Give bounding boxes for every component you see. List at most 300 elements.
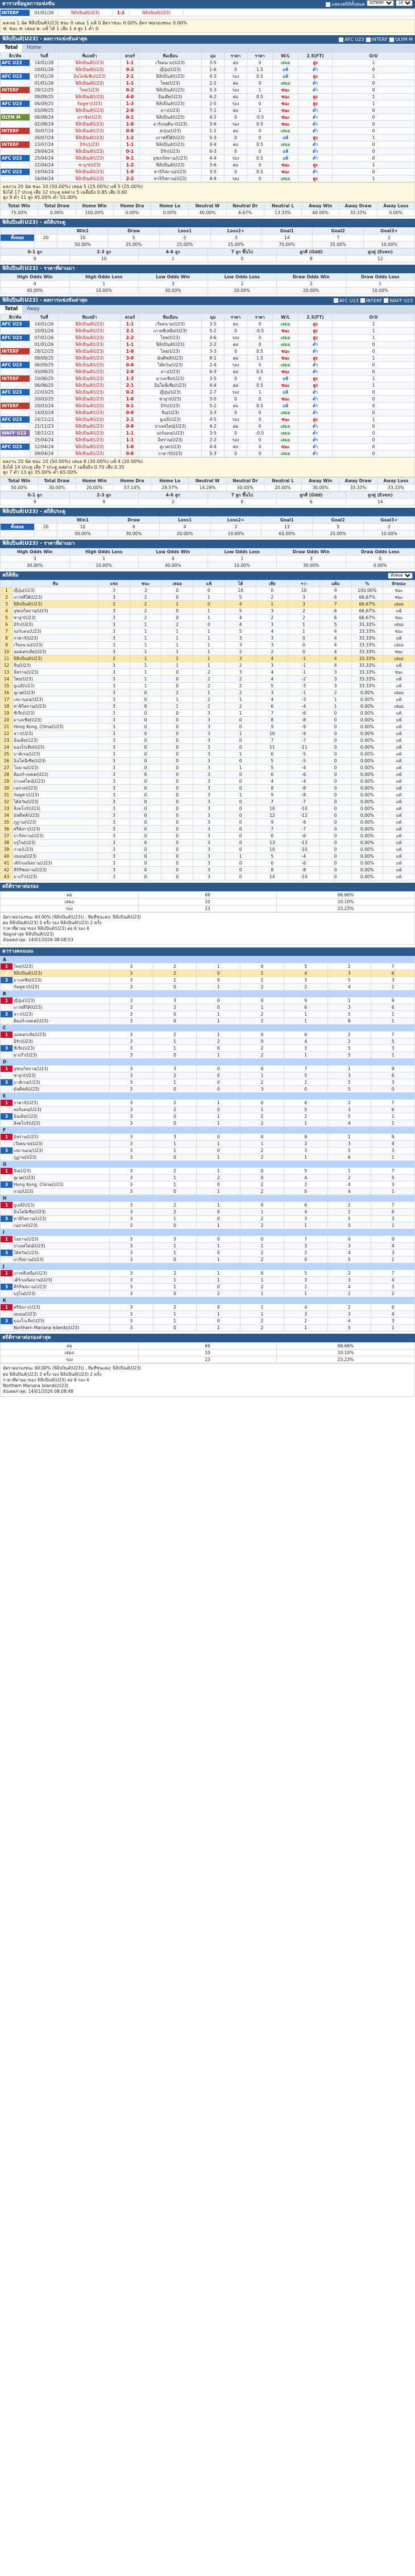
group-row[interactable] bbox=[1, 970, 415, 977]
ranking-row[interactable] bbox=[1, 778, 415, 784]
team-name[interactable]: ไทย(U23) bbox=[13, 963, 110, 970]
ranking-row[interactable] bbox=[1, 859, 415, 866]
team-name[interactable]: คูเวต(U23) bbox=[13, 1175, 110, 1181]
team-name[interactable]: โอมาน(U23) bbox=[13, 764, 98, 771]
away-team[interactable]: อาร์เจนตินา(U23) bbox=[139, 121, 202, 128]
team-name[interactable]: ออสเตรเลีย(U23) bbox=[13, 1032, 110, 1038]
home-team[interactable]: ฟิลิปปินส์(U23) bbox=[59, 94, 121, 101]
tab-home[interactable]: Home bbox=[27, 45, 42, 51]
team-name[interactable]: ยูเออี(U23) bbox=[13, 682, 98, 689]
group-row[interactable] bbox=[1, 1209, 415, 1216]
team-name[interactable]: จีน(U23) bbox=[13, 1168, 110, 1175]
group-row[interactable] bbox=[1, 1291, 415, 1297]
group-row[interactable] bbox=[1, 1004, 415, 1011]
group-row[interactable] bbox=[1, 1256, 415, 1263]
group-row[interactable] bbox=[1, 1032, 415, 1038]
filter-waff[interactable]: WAFF U23 bbox=[384, 297, 413, 305]
team-name[interactable]: บรูไน(U23) bbox=[13, 1291, 110, 1297]
home-team[interactable]: ฟิลิปปินส์(U23) bbox=[59, 327, 121, 334]
home-team[interactable]: ฟิลิปปินส์(U23) bbox=[59, 169, 121, 176]
group-row[interactable] bbox=[1, 1113, 415, 1120]
group-row[interactable] bbox=[1, 1188, 415, 1195]
away-team[interactable]: คูเวต(U23) bbox=[139, 443, 202, 450]
home-team[interactable]: ฟิลิปปินส์(U23) bbox=[59, 66, 121, 73]
filter-interf[interactable]: INTERF bbox=[366, 35, 388, 44]
group-row[interactable] bbox=[1, 1222, 415, 1229]
ranking-row[interactable] bbox=[1, 614, 415, 621]
tab-total[interactable]: Total bbox=[0, 305, 22, 314]
away-team[interactable]: ฟิลิปปินส์(U23) bbox=[139, 114, 202, 121]
league-cell[interactable]: INTERF bbox=[1, 402, 30, 409]
match-row[interactable] bbox=[1, 162, 415, 169]
ranking-row[interactable] bbox=[1, 819, 415, 825]
match-row[interactable] bbox=[1, 334, 415, 341]
team-name[interactable]: อินเดีย(U23) bbox=[13, 737, 98, 744]
ranking-row[interactable] bbox=[1, 805, 415, 812]
league-cell[interactable]: INTERF bbox=[1, 10, 30, 16]
team-name[interactable]: มาเลเซีย(U23) bbox=[13, 977, 110, 984]
league-select[interactable] bbox=[367, 0, 394, 6]
ranking-row[interactable] bbox=[1, 669, 415, 675]
group-row[interactable] bbox=[1, 1147, 415, 1154]
match-row[interactable] bbox=[1, 368, 415, 375]
group-row[interactable] bbox=[1, 1216, 415, 1222]
match-row[interactable] bbox=[1, 148, 415, 155]
team-name[interactable]: กาตาร์(U23) bbox=[13, 634, 98, 641]
away-team[interactable]: ยูเออี(U23) bbox=[139, 416, 202, 423]
team-name[interactable]: อินโดนีเซีย(U23) bbox=[13, 757, 98, 764]
away-team[interactable]: ไทย(U23) bbox=[139, 80, 202, 87]
ranking-row[interactable] bbox=[1, 784, 415, 791]
team-name[interactable]: จอร์แดน(U23) bbox=[13, 628, 98, 634]
group-row[interactable] bbox=[1, 1045, 415, 1052]
match-row[interactable] bbox=[1, 450, 415, 457]
away-team[interactable]: มาเลเซีย(U23) bbox=[139, 375, 202, 382]
league-cell[interactable]: AFC U23 bbox=[1, 155, 30, 162]
match-row[interactable] bbox=[1, 341, 415, 348]
ranking-row[interactable] bbox=[1, 641, 415, 648]
filter-olym[interactable]: OLYM M bbox=[389, 35, 413, 44]
ranking-row[interactable] bbox=[1, 696, 415, 703]
match-row[interactable] bbox=[1, 101, 415, 107]
match-row[interactable] bbox=[1, 94, 415, 101]
ranking-row[interactable] bbox=[1, 648, 415, 655]
ranking-row[interactable] bbox=[1, 791, 415, 798]
away-team[interactable]: อินโดนีเซีย(U23) bbox=[139, 382, 202, 389]
away-team[interactable]: ปาเลสไตน์(U23) bbox=[139, 423, 202, 429]
league-cell[interactable]: AFC U23 bbox=[1, 389, 30, 395]
away-team[interactable]: ฟิลิปปินส์(U23) bbox=[139, 162, 202, 169]
ranking-row[interactable] bbox=[1, 628, 415, 634]
group-row[interactable] bbox=[1, 1236, 415, 1243]
group-row[interactable] bbox=[1, 1311, 415, 1318]
team-name[interactable]: สิงคโปร์(U23) bbox=[13, 1120, 110, 1127]
team-name[interactable]: อิหร่าน(U23) bbox=[13, 669, 98, 675]
ranking-row[interactable] bbox=[1, 587, 415, 594]
league-cell[interactable]: INTERF bbox=[1, 128, 30, 135]
team-name[interactable]: โอมาน(U23) bbox=[13, 1236, 110, 1243]
team-name[interactable]: อิหร่าน(U23) bbox=[13, 1134, 110, 1141]
away-team[interactable]: ฟิลิปปินส์(U23) bbox=[139, 73, 202, 80]
match-row[interactable] bbox=[1, 409, 415, 416]
group-row[interactable] bbox=[1, 1202, 415, 1209]
home-team[interactable]: ฟิลิปปินส์(U23) bbox=[59, 443, 121, 450]
ranking-row[interactable] bbox=[1, 675, 415, 682]
team-name[interactable]: ทาจิกิสถาน(U23) bbox=[13, 703, 98, 709]
ranking-row[interactable] bbox=[1, 832, 415, 839]
team-name[interactable]: ไทย(U23) bbox=[13, 675, 98, 682]
match-row[interactable] bbox=[1, 382, 415, 389]
team-name[interactable]: ฟิลิปปินส์(U23) bbox=[13, 655, 98, 662]
league-cell[interactable]: AFC U23 bbox=[1, 66, 30, 73]
team-name[interactable]: ปาเลสไตน์(U23) bbox=[13, 778, 98, 784]
team-name[interactable]: บาห์เรน(U23) bbox=[13, 1079, 110, 1086]
ranking-row[interactable] bbox=[1, 621, 415, 628]
group-row[interactable] bbox=[1, 1141, 415, 1147]
league-cell[interactable]: AFC U23 bbox=[1, 361, 30, 368]
away-team[interactable]: ฟิลิปปินส์(U23) bbox=[139, 341, 202, 348]
ranking-row[interactable] bbox=[1, 682, 415, 689]
match-row[interactable] bbox=[1, 429, 415, 436]
league-cell[interactable]: INTERF bbox=[1, 80, 30, 87]
match-row[interactable] bbox=[1, 327, 415, 334]
match-row[interactable] bbox=[1, 60, 415, 66]
league-cell[interactable]: AFC U23 bbox=[1, 450, 30, 457]
home-team[interactable]: ฟิลิปปินส์(U23) bbox=[59, 402, 121, 409]
ranking-row[interactable] bbox=[1, 825, 415, 832]
away-team[interactable]: ไต้หวัน(U23) bbox=[139, 361, 202, 368]
away-team[interactable]: ฟิลิปปินส์(U23) bbox=[139, 87, 202, 94]
match-row[interactable] bbox=[1, 66, 415, 73]
team-name[interactable]: ออสเตรเลีย(U23) bbox=[13, 648, 98, 655]
home-team[interactable]: ฟิลิปปินส์(U23) bbox=[59, 148, 121, 155]
team-name[interactable]: อิรัก(U23) bbox=[13, 1038, 110, 1045]
team-name[interactable]: ปากีสถาน(U23) bbox=[13, 1256, 110, 1263]
ranking-row[interactable] bbox=[1, 730, 415, 737]
group-row[interactable] bbox=[1, 1018, 415, 1025]
tab-total[interactable]: Total bbox=[0, 44, 22, 52]
team-name[interactable]: เยเมน(U23) bbox=[13, 1311, 110, 1318]
league-cell[interactable]: WAFF U23 bbox=[1, 429, 30, 436]
match-row[interactable] bbox=[1, 107, 415, 114]
home-team[interactable]: ฟิลิปปินส์(U23) bbox=[59, 409, 121, 416]
match-row[interactable] bbox=[1, 87, 415, 94]
team-name[interactable]: ศรีลังกา(U23) bbox=[13, 825, 98, 832]
away-team[interactable]: ฟิลิปปินส์(U23) bbox=[139, 141, 202, 148]
team-name[interactable]: กัมพูชา(U23) bbox=[13, 791, 98, 798]
ranking-row[interactable] bbox=[1, 689, 415, 696]
ranking-row[interactable] bbox=[1, 846, 415, 853]
group-row[interactable] bbox=[1, 1304, 415, 1311]
group-row[interactable] bbox=[1, 1318, 415, 1325]
league-cell[interactable]: AFC U23 bbox=[1, 320, 30, 327]
team-name[interactable]: คีร์กีซสถาน(U23) bbox=[13, 1284, 110, 1291]
ranking-row[interactable] bbox=[1, 873, 415, 880]
league-cell[interactable]: INTERF bbox=[1, 348, 30, 354]
match-row[interactable] bbox=[1, 423, 415, 429]
team-name[interactable]: มาเก๊า(U23) bbox=[13, 873, 98, 880]
away-team[interactable]: ทาจิกิสถาน(U23) bbox=[139, 169, 202, 176]
ranking-select[interactable] bbox=[388, 573, 413, 579]
away-team[interactable]: ฟิลิปปินส์(U23) bbox=[139, 101, 202, 107]
team-name[interactable]: ลาว(U23) bbox=[13, 1011, 110, 1018]
home-team[interactable]: ฟิลิปปินส์(U23) bbox=[59, 176, 121, 182]
team-name[interactable]: ภูฏาน(U23) bbox=[13, 1154, 110, 1161]
league-cell[interactable]: AFC U23 bbox=[1, 73, 30, 80]
team-name[interactable]: อินโดนีเซีย(U23) bbox=[13, 1209, 110, 1216]
match-row[interactable] bbox=[1, 169, 415, 176]
group-row[interactable] bbox=[1, 1325, 415, 1331]
team-name[interactable]: เติร์กเมนิสถาน(U23) bbox=[13, 859, 98, 866]
ranking-row[interactable] bbox=[1, 757, 415, 764]
team-name[interactable]: กาตาร์(U23) bbox=[13, 1100, 110, 1107]
league-cell[interactable]: INTERF bbox=[1, 135, 30, 141]
away-team[interactable]: อินเดีย(U23) bbox=[139, 94, 202, 101]
count-select[interactable] bbox=[396, 0, 413, 6]
away-team[interactable]: มัลดีฟส์(U23) bbox=[139, 354, 202, 361]
team-name[interactable]: อุซเบกิสถาน(U23) bbox=[13, 1066, 110, 1072]
team-name[interactable]: บาห์เรน(U23) bbox=[13, 750, 98, 757]
team-name[interactable]: เกาหลีใต้(U23) bbox=[13, 1004, 110, 1011]
group-row[interactable] bbox=[1, 984, 415, 991]
team-name[interactable]: ซาอุฯ(U23) bbox=[13, 614, 98, 621]
ranking-row[interactable] bbox=[1, 771, 415, 778]
league-cell[interactable]: INTERF bbox=[1, 341, 30, 348]
home-team[interactable]: ฟิลิปปินส์(U23) bbox=[59, 348, 121, 354]
match-row[interactable] bbox=[1, 155, 415, 162]
league-cell[interactable]: AFC U23 bbox=[1, 169, 30, 176]
team-name[interactable]: กวม(U23) bbox=[13, 846, 98, 853]
league-cell[interactable]: INTERF bbox=[1, 409, 30, 416]
team-name[interactable]: ฟิลิปปินส์(U23) bbox=[13, 970, 110, 977]
team-name[interactable]: มองโกเลีย(U23) bbox=[13, 1318, 110, 1325]
league-cell[interactable]: AFC U23 bbox=[1, 443, 30, 450]
team-name[interactable]: คูเวต(U23) bbox=[13, 689, 98, 696]
team-name[interactable]: ไต้หวัน(U23) bbox=[13, 1250, 110, 1256]
team-name[interactable]: ญี่ปุ่น(U23) bbox=[13, 997, 110, 1004]
league-cell[interactable]: AFC U23 bbox=[1, 354, 30, 361]
group-row[interactable] bbox=[1, 1270, 415, 1277]
team-name[interactable]: ติมอร์-เลสเต(U23) bbox=[13, 771, 98, 778]
team-name[interactable]: ซีเรีย(U23) bbox=[13, 1045, 110, 1052]
group-row[interactable] bbox=[1, 1086, 415, 1093]
team-name[interactable]: จอร์แดน(U23) bbox=[13, 1107, 110, 1113]
group-row[interactable] bbox=[1, 1181, 415, 1188]
team-name[interactable]: เยเมน(U23) bbox=[13, 853, 98, 859]
home-team[interactable]: ฟิลิปปินส์(U23) bbox=[59, 375, 121, 382]
group-row[interactable] bbox=[1, 1120, 415, 1127]
ranking-row[interactable] bbox=[1, 594, 415, 600]
league-cell[interactable]: AFC U23 bbox=[1, 162, 30, 169]
away-team[interactable]: จีน(U23) bbox=[139, 409, 202, 416]
home-team[interactable]: ฟิลิปปินส์(U23) bbox=[59, 382, 121, 389]
group-row[interactable] bbox=[1, 1154, 415, 1161]
league-cell[interactable]: INTERF bbox=[1, 148, 30, 155]
group-row[interactable] bbox=[1, 1052, 415, 1059]
away-team[interactable]: อิรัก(U23) bbox=[139, 402, 202, 409]
home-team[interactable]: ฟิลิปปินส์(U23) bbox=[59, 416, 121, 423]
team-name[interactable]: Northern Mariana Islands(U23) bbox=[13, 1325, 110, 1331]
team-name[interactable]: เลบานอน(U23) bbox=[13, 696, 98, 703]
group-row[interactable] bbox=[1, 1250, 415, 1256]
away-team[interactable]: ไทย(U23) bbox=[139, 348, 202, 354]
league-cell[interactable]: AFC U23 bbox=[1, 60, 30, 66]
home-team[interactable]: ฟิลิปปินส์(U23) bbox=[59, 334, 121, 341]
match-row[interactable] bbox=[1, 354, 415, 361]
home-team[interactable]: ฟิลิปปินส์(U23) bbox=[59, 107, 121, 114]
team-name[interactable]: อินเดีย(U23) bbox=[13, 1113, 110, 1120]
ranking-row[interactable] bbox=[1, 853, 415, 859]
league-cell[interactable]: WAFF U23 bbox=[1, 423, 30, 429]
team-name[interactable]: เวียดนาม(U23) bbox=[13, 641, 98, 648]
team-name[interactable]: มองโกเลีย(U23) bbox=[13, 744, 98, 750]
away-team[interactable]: อิหร่าน(U23) bbox=[139, 436, 202, 443]
home-team[interactable]: ฟิลิปปินส์(U23) bbox=[59, 429, 121, 436]
team-name[interactable]: เนปาล(U23) bbox=[13, 1222, 110, 1229]
team-name[interactable]: อิรัก(U23) bbox=[13, 621, 98, 628]
away-team[interactable]: สเปน(U23) bbox=[139, 128, 202, 135]
team-name[interactable]: เวียดนาม(U23) bbox=[13, 1141, 110, 1147]
group-row[interactable] bbox=[1, 1134, 415, 1141]
home-team[interactable]: ฟิลิปปินส์(U23) bbox=[59, 361, 121, 368]
home-team[interactable]: ฟิลิปปินส์(U23) bbox=[59, 128, 121, 135]
league-cell[interactable]: AFC U23 bbox=[1, 368, 30, 375]
league-cell[interactable]: INTERF bbox=[1, 375, 30, 382]
match-row[interactable] bbox=[1, 348, 415, 354]
group-row[interactable] bbox=[1, 1066, 415, 1072]
team-name[interactable]: มัลดีฟส์(U23) bbox=[13, 812, 98, 819]
team-name[interactable]: มัลดีฟส์(U23) bbox=[13, 1086, 110, 1093]
ranking-row[interactable] bbox=[1, 750, 415, 757]
league-cell[interactable]: AFC U23 bbox=[1, 416, 30, 423]
team-name[interactable]: ซีเรีย(U23) bbox=[13, 709, 98, 716]
league-cell[interactable]: AFC U23 bbox=[1, 327, 30, 334]
league-cell[interactable]: INTERF bbox=[1, 87, 30, 94]
team-name[interactable]: มาเก๊า(U23) bbox=[13, 1052, 110, 1059]
home-team[interactable]: ฟิลิปปินส์(U23) bbox=[59, 341, 121, 348]
ranking-row[interactable] bbox=[1, 812, 415, 819]
league-cell[interactable]: AFC U23 bbox=[1, 334, 30, 341]
league-cell[interactable]: AFC U23 bbox=[1, 395, 30, 402]
match-row[interactable] bbox=[1, 128, 415, 135]
team-name[interactable]: จีน(U23) bbox=[13, 662, 98, 669]
home-team[interactable]: ฟิลิปปินส์(U23) bbox=[59, 10, 113, 16]
home-team[interactable]: ฟิลิปปินส์(U23) bbox=[59, 389, 121, 395]
team-name[interactable]: ปากีสถาน(U23) bbox=[13, 832, 98, 839]
team-name[interactable]: ศรีลังกา(U23) bbox=[13, 1304, 110, 1311]
away-team[interactable]: ลาว(U23) bbox=[139, 107, 202, 114]
match-row[interactable] bbox=[1, 375, 415, 382]
ranking-row[interactable] bbox=[1, 655, 415, 662]
team-name[interactable]: เกาหลีใต้(U23) bbox=[13, 594, 98, 600]
home-team[interactable]: ฟิลิปปินส์(U23) bbox=[59, 368, 121, 375]
match-row[interactable] bbox=[1, 436, 415, 443]
group-row[interactable] bbox=[1, 1168, 415, 1175]
match-row[interactable] bbox=[1, 389, 415, 395]
group-row[interactable] bbox=[1, 1079, 415, 1086]
team-name[interactable]: ซาอุฯ(U23) bbox=[13, 1072, 110, 1079]
league-cell[interactable]: AFC U23 bbox=[1, 94, 30, 101]
away-team[interactable]: ลาว(U23) bbox=[139, 368, 202, 375]
ranking-row[interactable] bbox=[1, 798, 415, 805]
show-all-checkbox[interactable]: แสดงสถิติทั้งหมด bbox=[326, 0, 365, 9]
away-team[interactable]: ฟิลิปปินส์(U23) bbox=[130, 10, 184, 16]
filter-afc[interactable]: AFC U23 bbox=[339, 35, 364, 44]
match-row[interactable] bbox=[1, 135, 415, 141]
team-name[interactable]: ฟิลิปปินส์(U23) bbox=[13, 600, 98, 607]
home-team[interactable]: อินโดนีเซีย(U23) bbox=[59, 73, 121, 80]
home-team[interactable]: อิรัก(U23) bbox=[59, 141, 121, 148]
match-row[interactable] bbox=[1, 80, 415, 87]
home-team[interactable]: ฟิลิปปินส์(U23) bbox=[59, 121, 121, 128]
group-row[interactable] bbox=[1, 1243, 415, 1250]
team-name[interactable]: กวม(U23) bbox=[13, 1188, 110, 1195]
match-row[interactable] bbox=[1, 395, 415, 402]
home-team[interactable]: ฟิลิปปินส์(U23) bbox=[59, 354, 121, 361]
group-row[interactable] bbox=[1, 1284, 415, 1291]
home-team[interactable]: บราซิล(U23) bbox=[59, 114, 121, 121]
away-team[interactable]: อุซเบกิสถาน(U23) bbox=[139, 155, 202, 162]
home-team[interactable]: ฟิลิปปินส์(U23) bbox=[59, 60, 121, 66]
team-name[interactable]: เลบานอน(U23) bbox=[13, 1147, 110, 1154]
team-name[interactable]: กัมพูชา(U23) bbox=[13, 984, 110, 991]
filter-interf[interactable]: INTERF bbox=[360, 297, 382, 305]
home-team[interactable]: ฟิลิปปินส์(U23) bbox=[59, 395, 121, 402]
team-name[interactable]: ญี่ปุ่น(U23) bbox=[13, 587, 98, 594]
match-row[interactable] bbox=[1, 402, 415, 409]
match-row[interactable] bbox=[1, 416, 415, 423]
team-name[interactable]: ลาว(U23) bbox=[13, 730, 98, 737]
away-team[interactable]: ทาจิกิสถาน(U23) bbox=[139, 176, 202, 182]
away-team[interactable]: เกาหลีเหนือ(U23) bbox=[139, 327, 202, 334]
group-row[interactable] bbox=[1, 1107, 415, 1113]
ranking-row[interactable] bbox=[1, 662, 415, 669]
team-name[interactable]: ปาเลสไตน์(U23) bbox=[13, 1243, 110, 1250]
group-row[interactable] bbox=[1, 1072, 415, 1079]
away-team[interactable]: เวียดนาม(U23) bbox=[139, 60, 202, 66]
group-row[interactable] bbox=[1, 1175, 415, 1181]
group-row[interactable] bbox=[1, 1038, 415, 1045]
match-row[interactable] bbox=[1, 320, 415, 327]
match-row[interactable] bbox=[1, 443, 415, 450]
team-name[interactable]: Hong Kong, China(U23) bbox=[13, 1181, 110, 1188]
ranking-row[interactable] bbox=[1, 600, 415, 607]
ranking-row[interactable] bbox=[1, 737, 415, 744]
team-name[interactable]: Hong Kong, China(U23) bbox=[13, 723, 98, 730]
group-row[interactable] bbox=[1, 977, 415, 984]
away-team[interactable]: ซาอุฯ(U23) bbox=[139, 395, 202, 402]
ranking-row[interactable] bbox=[1, 723, 415, 730]
team-name[interactable]: ยูเออี(U23) bbox=[13, 1202, 110, 1209]
league-cell[interactable]: INTERF bbox=[1, 382, 30, 389]
away-team[interactable]: อิรัก(U23) bbox=[139, 148, 202, 155]
team-name[interactable]: ภูฏาน(U23) bbox=[13, 819, 98, 825]
team-name[interactable]: ทาจิกิสถาน(U23) bbox=[13, 1216, 110, 1222]
team-name[interactable]: ไต้หวัน(U23) bbox=[13, 798, 98, 805]
team-name[interactable]: บรูไน(U23) bbox=[13, 839, 98, 846]
away-team[interactable]: เวียดนาม(U23) bbox=[139, 320, 202, 327]
away-team[interactable]: ญี่ปุ่น(U23) bbox=[139, 66, 202, 73]
home-team[interactable]: ฟิลิปปินส์(U23) bbox=[59, 450, 121, 457]
ranking-row[interactable] bbox=[1, 716, 415, 723]
ranking-row[interactable] bbox=[1, 744, 415, 750]
league-cell[interactable]: AFC U23 bbox=[1, 107, 30, 114]
team-name[interactable]: เนปาล(U23) bbox=[13, 784, 98, 791]
home-team[interactable]: ซาอุฯ(U23) bbox=[59, 162, 121, 169]
group-row[interactable] bbox=[1, 997, 415, 1004]
match-row[interactable] bbox=[1, 114, 415, 121]
ranking-row[interactable] bbox=[1, 634, 415, 641]
